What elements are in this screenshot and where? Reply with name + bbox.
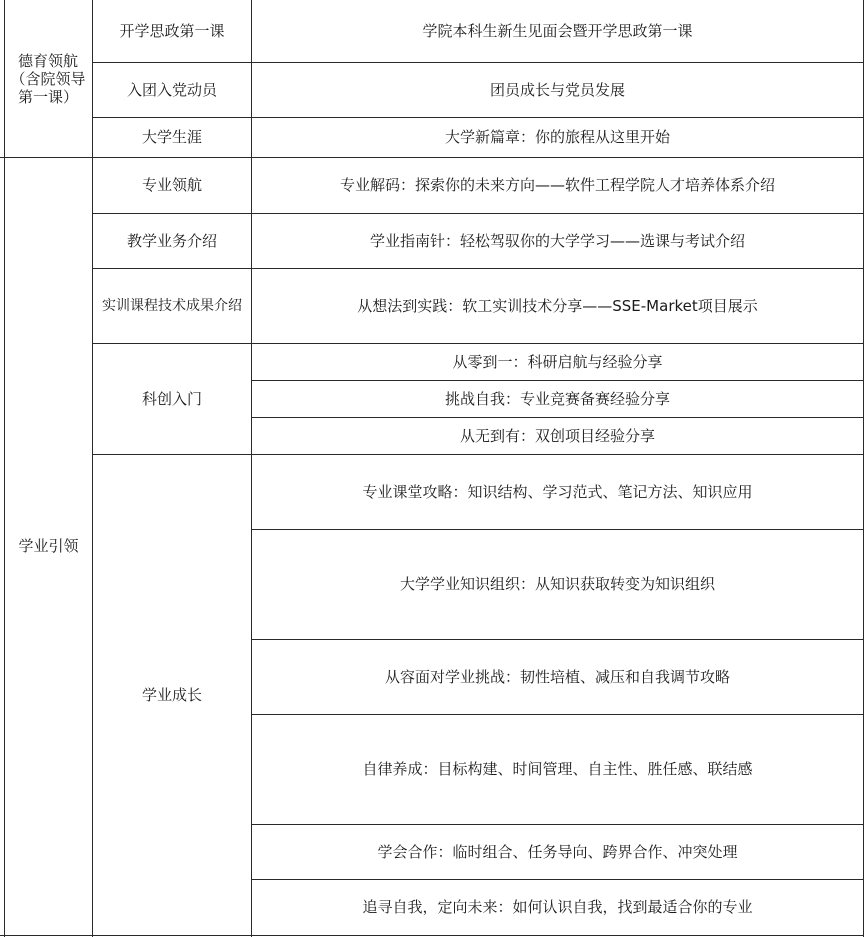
module-title: 实训课程技术成果介绍 xyxy=(102,297,242,314)
section-name: 德育领航（含院领导第一课） xyxy=(10,51,86,106)
table-border xyxy=(0,935,864,936)
table-border xyxy=(863,0,864,937)
module-content: 从容面对学业挑战：韧性培植、减压和自我调节攻略 xyxy=(384,667,730,686)
module-content: 挑战自我：专业竞赛备赛经验分享 xyxy=(444,389,670,408)
module-title: 专业领航 xyxy=(141,176,202,194)
section-name: 学业引领 xyxy=(18,537,79,555)
module-content: 从零到一：科研启航与经验分享 xyxy=(452,352,663,371)
module-content: 从想法到实践：软工实训技术分享——SSE-Market项目展示 xyxy=(357,296,758,315)
module-content: 专业解码：探索你的未来方向——软件工程学院人才培养体系介绍 xyxy=(339,176,775,194)
module-title: 大学生涯 xyxy=(141,128,202,146)
module-content: 大学新篇章：你的旅程从这里开始 xyxy=(444,128,670,146)
module-title: 开学思政第一课 xyxy=(119,21,225,40)
module-title: 入团入党动员 xyxy=(126,80,217,99)
module-content: 学业指南针：轻松驾驭你的大学学习——选课与考试介绍 xyxy=(369,231,745,250)
module-content: 大学学业知识组织：从知识获取转变为知识组织 xyxy=(399,575,715,593)
module-title: 教学业务介绍 xyxy=(126,231,217,250)
module-title: 学业成长 xyxy=(141,685,202,704)
module-content: 专业课堂攻略：知识结构、学习范式、笔记方法、知识应用 xyxy=(362,482,753,501)
module-title: 科创入门 xyxy=(141,389,202,408)
module-content: 自律养成：目标构建、时间管理、自主性、胜任感、联结感 xyxy=(362,760,753,778)
module-content: 团员成长与党员发展 xyxy=(489,80,625,99)
module-content: 学会合作：临时组合、任务导向、跨界合作、冲突处理 xyxy=(377,842,738,861)
module-content: 从无到有：双创项目经验分享 xyxy=(459,426,655,445)
module-content: 追寻自我，定向未来：如何认识自我，找到最适合你的专业 xyxy=(362,898,753,916)
module-content: 学院本科生新生见面会暨开学思政第一课 xyxy=(422,21,693,40)
